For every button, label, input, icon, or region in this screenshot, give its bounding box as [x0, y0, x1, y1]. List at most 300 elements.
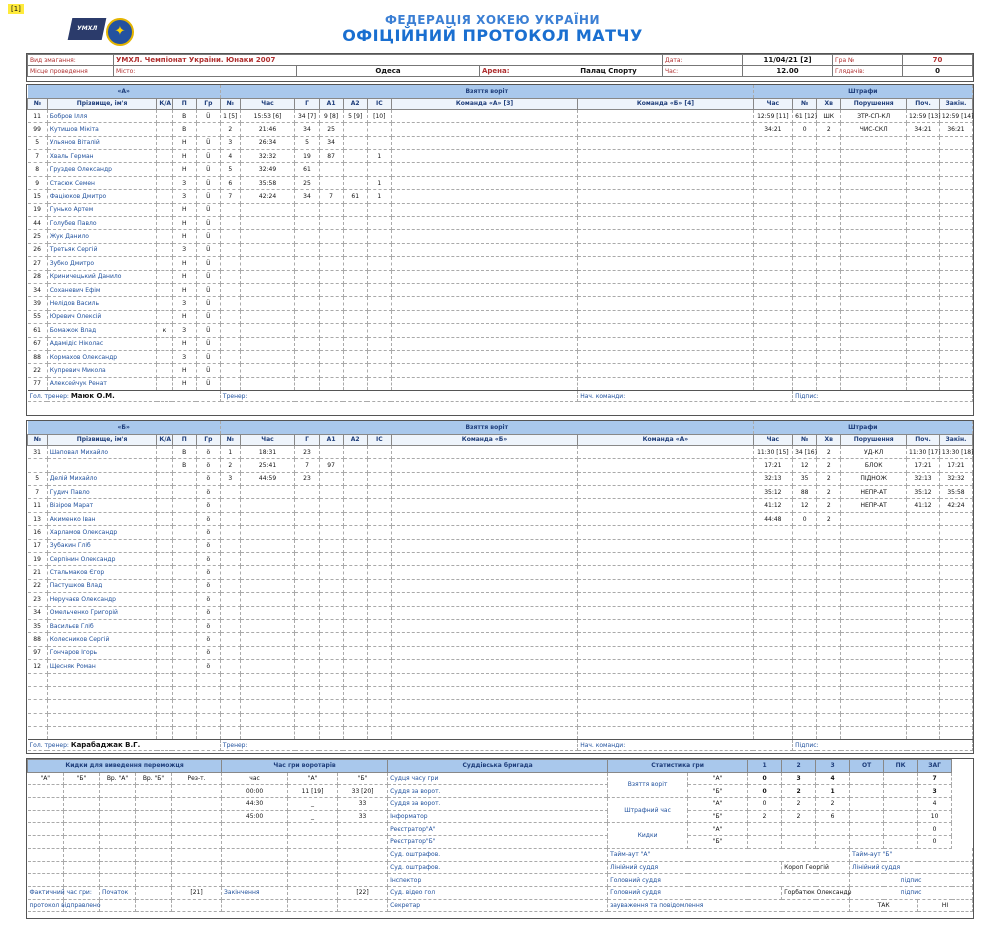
penalty-cell [753, 727, 792, 740]
player-cell [157, 350, 172, 363]
penalty-cell [817, 163, 841, 176]
shots-cell: "А" [28, 772, 64, 785]
penalty-cell [817, 713, 841, 726]
player-cell [172, 553, 196, 566]
goal-cell [295, 310, 319, 323]
goal-empty-cell [391, 512, 577, 525]
goal-cell: 1 [367, 176, 391, 189]
penalty-cell [907, 593, 940, 606]
goal-cell [367, 270, 391, 283]
stat-cell [884, 772, 918, 785]
goal-empty-cell [391, 203, 577, 216]
goal-empty-cell [391, 499, 577, 512]
penalty-cell [817, 700, 841, 713]
col-header-player: № [28, 434, 48, 445]
penalty-cell: 61 [12] [793, 109, 817, 122]
col-header-player: Гр [196, 434, 220, 445]
goal-cell [295, 297, 319, 310]
shots-cell: протокол відправлено [28, 899, 64, 912]
penalty-cell [841, 230, 907, 243]
player-cell: 88 [28, 350, 48, 363]
player-cell: Н [172, 257, 196, 270]
goal-cell: 6 [220, 176, 240, 189]
player-cell [28, 727, 48, 740]
goal-empty-cell [391, 283, 577, 296]
goal-empty-cell [578, 257, 753, 270]
period-header: 2 [782, 760, 816, 773]
arena-label: Арена: [482, 67, 510, 75]
table-row [28, 660, 973, 673]
stat-cell: "А" [688, 798, 748, 811]
player-cell: ö [196, 553, 220, 566]
player-cell: ö [196, 539, 220, 552]
goal-cell [343, 593, 367, 606]
goal-empty-cell [578, 270, 753, 283]
shots-cell [100, 798, 136, 811]
goal-cell [343, 633, 367, 646]
player-cell [47, 713, 157, 726]
stat-cell: "Б" [688, 810, 748, 823]
penalty-cell [817, 673, 841, 686]
penalty-cell [907, 553, 940, 566]
goal-cell [367, 606, 391, 619]
penalty-cell: 34:21 [753, 123, 792, 136]
penalty-cell [907, 673, 940, 686]
main-ref2-name: Горбатюк Олександр [782, 886, 850, 899]
penalty-cell [841, 243, 907, 256]
penalty-cell [939, 727, 972, 740]
shots-cell [28, 823, 64, 836]
player-cell: Н [172, 217, 196, 230]
goalie-time-cell [288, 874, 338, 887]
player-cell: Стальмаков Єгор [47, 566, 157, 579]
stat-cell [850, 836, 884, 849]
penalty-cell [817, 633, 841, 646]
goal-cell [367, 257, 391, 270]
goal-cell [240, 324, 295, 337]
penalty-cell [793, 176, 817, 189]
goal-cell: 32:32 [240, 150, 295, 163]
shots-cell [64, 810, 100, 823]
player-cell [157, 472, 172, 485]
player-cell: Нелідов Василь [47, 297, 157, 310]
stat-cell [748, 836, 782, 849]
shots-cell [136, 785, 172, 798]
player-cell [157, 377, 172, 390]
player-cell: Ü [196, 257, 220, 270]
player-cell: Гудич Павло [47, 486, 157, 499]
penalty-cell [817, 646, 841, 659]
period-header: ПК [884, 760, 918, 773]
goal-empty-cell [578, 445, 753, 458]
goal-cell: 2 [220, 459, 240, 472]
player-cell: ö [196, 566, 220, 579]
penalty-cell [817, 606, 841, 619]
player-cell [157, 217, 172, 230]
head-coach [28, 740, 221, 751]
goal-cell [240, 203, 295, 216]
spectators-value: 0 [903, 66, 973, 77]
goal-cell: 5 [295, 136, 319, 149]
goal-cell [295, 539, 319, 552]
col-header-goal: А2 [343, 98, 367, 109]
stat-label: Штрафний час [608, 798, 688, 823]
goal-cell [367, 203, 391, 216]
goal-cell [343, 713, 367, 726]
team_b-label: «Б» [28, 421, 221, 434]
penalty-cell [793, 593, 817, 606]
penalty-cell: 12:59 [11] [753, 109, 792, 122]
penalty-cell [841, 297, 907, 310]
player-cell [157, 283, 172, 296]
col-header-player: П [172, 434, 196, 445]
penalty-cell [907, 257, 940, 270]
penalty-cell [841, 136, 907, 149]
referee-role: Суддя за ворот. [388, 798, 608, 811]
penalty-cell [817, 526, 841, 539]
goal-cell: 3 [220, 136, 240, 149]
player-cell [172, 539, 196, 552]
goal-cell: 34 [319, 136, 343, 149]
penalty-cell [817, 203, 841, 216]
penalty-cell [753, 713, 792, 726]
player-cell [172, 512, 196, 525]
penalty-cell [939, 364, 972, 377]
penalty-cell [939, 660, 972, 673]
table-row [28, 297, 973, 310]
penalty-cell [793, 364, 817, 377]
goal-empty-cell [391, 109, 577, 122]
goal-cell [220, 337, 240, 350]
goalie-time-cell [288, 861, 338, 874]
goal-cell [240, 297, 295, 310]
table-row [28, 150, 973, 163]
goal-cell [343, 350, 367, 363]
shots-cell [100, 848, 136, 861]
stat-cell [850, 823, 884, 836]
player-cell [157, 257, 172, 270]
penalty-cell [939, 217, 972, 230]
player-cell: Жук Данило [47, 230, 157, 243]
penalty-cell [793, 203, 817, 216]
goal-empty-cell [391, 217, 577, 230]
goal-empty-cell [578, 593, 753, 606]
player-cell: З [172, 324, 196, 337]
player-cell [157, 539, 172, 552]
penalty-cell [939, 230, 972, 243]
goal-cell [319, 593, 343, 606]
stat-cell [884, 810, 918, 823]
penalty-cell: 34 [16] [793, 445, 817, 458]
goal-cell [367, 486, 391, 499]
player-cell: Н [172, 163, 196, 176]
player-cell: Криничецький Данило [47, 270, 157, 283]
goal-cell [220, 324, 240, 337]
player-cell [172, 579, 196, 592]
main-ref-sign: підпис [850, 874, 973, 887]
player-cell: 11 [28, 499, 48, 512]
shots-cell [64, 848, 100, 861]
penalty-cell [817, 579, 841, 592]
player-cell: 19 [28, 553, 48, 566]
penalty-cell: ЧИС-СКЛ [841, 123, 907, 136]
goal-cell [343, 499, 367, 512]
penalty-cell [841, 190, 907, 203]
penalty-cell [841, 217, 907, 230]
goal-empty-cell [578, 686, 753, 699]
player-cell: ö [196, 445, 220, 458]
city-label: Місто: [114, 66, 297, 77]
goal-cell [240, 270, 295, 283]
penalty-cell [793, 606, 817, 619]
penalty-cell: 32:32 [939, 472, 972, 485]
penalty-cell [793, 283, 817, 296]
goal-cell: 4 [220, 150, 240, 163]
goal-empty-cell [578, 230, 753, 243]
goal-cell [343, 579, 367, 592]
stat-cell [850, 772, 884, 785]
penalty-cell [793, 686, 817, 699]
goal-empty-cell [578, 337, 753, 350]
penalty-cell [907, 364, 940, 377]
player-cell: Візіров Марат [47, 499, 157, 512]
goal-cell [319, 297, 343, 310]
player-cell [157, 606, 172, 619]
goal-empty-cell [391, 445, 577, 458]
shots-cell [100, 810, 136, 823]
shots-cell [172, 848, 222, 861]
goal-empty-cell [391, 727, 577, 740]
player-cell: ö [196, 660, 220, 673]
penalty-cell [793, 713, 817, 726]
goal-empty-cell [578, 310, 753, 323]
goal-empty-cell [391, 324, 577, 337]
player-cell: 11 [28, 109, 48, 122]
shots-cell [172, 810, 222, 823]
penalty-cell [939, 297, 972, 310]
player-cell [157, 673, 172, 686]
player-cell: Н [172, 150, 196, 163]
col-header-player: Прізвище, ім'я [47, 434, 157, 445]
penalty-cell [753, 593, 792, 606]
table-row [28, 163, 973, 176]
penalty-cell [793, 270, 817, 283]
goal-cell [220, 377, 240, 390]
player-cell [172, 727, 196, 740]
trainer-label: Тренер: [220, 740, 577, 751]
player-cell: 27 [28, 257, 48, 270]
penalty-cell [939, 566, 972, 579]
goal-cell: 1 [220, 445, 240, 458]
penalty-cell [793, 297, 817, 310]
player-cell [157, 459, 172, 472]
goal-cell [220, 539, 240, 552]
penalty-cell: 32:13 [907, 472, 940, 485]
player-cell: 39 [28, 297, 48, 310]
player-cell: ö [196, 619, 220, 632]
goal-cell [319, 566, 343, 579]
penalty-cell [907, 633, 940, 646]
stat-cell: "А" [688, 823, 748, 836]
player-cell [47, 459, 157, 472]
goal-cell: 5 [9] [343, 109, 367, 122]
goal-empty-cell [391, 539, 577, 552]
shots-cell [100, 823, 136, 836]
goal-cell [240, 673, 295, 686]
penalty-cell [753, 136, 792, 149]
player-cell [172, 646, 196, 659]
shots-cell [64, 836, 100, 849]
referee-role: Суд. оштрафов. [388, 861, 608, 874]
penalty-cell: 41:12 [753, 499, 792, 512]
goal-cell: 35:58 [240, 176, 295, 189]
player-cell: Н [172, 203, 196, 216]
table-row [28, 109, 973, 122]
line-ref-name: Короп Георгій [782, 861, 850, 874]
player-cell: Ü [196, 243, 220, 256]
player-cell: Н [172, 230, 196, 243]
penalty-cell [907, 163, 940, 176]
goal-cell [319, 539, 343, 552]
player-cell [172, 700, 196, 713]
penalty-cell: 0 [793, 512, 817, 525]
stat-cell: 10 [918, 810, 952, 823]
corner-tag: [1] [8, 4, 24, 14]
goal-cell [240, 486, 295, 499]
goalie-time-cell [222, 848, 288, 861]
goal-cell [367, 660, 391, 673]
penalty-cell: 17:21 [753, 459, 792, 472]
goalie-time-title: Час гри воротарів [222, 760, 388, 773]
goal-cell [343, 257, 367, 270]
penalty-cell: 88 [793, 486, 817, 499]
goal-cell [343, 136, 367, 149]
goal-cell [367, 230, 391, 243]
goal-cell [295, 713, 319, 726]
player-cell: Гончаров Ігорь [47, 646, 157, 659]
penalty-cell [793, 163, 817, 176]
goal-cell [367, 337, 391, 350]
penalty-cell [817, 283, 841, 296]
goal-cell: 61 [295, 163, 319, 176]
goal-cell [295, 203, 319, 216]
player-cell: Адамідіс Ніколас [47, 337, 157, 350]
penalty-cell [907, 686, 940, 699]
penalty-cell [753, 539, 792, 552]
table-row [28, 526, 973, 539]
col-header-goal: А1 [319, 98, 343, 109]
goal-cell: 1 [367, 150, 391, 163]
goal-empty-cell [578, 566, 753, 579]
referee-role: Інформатор [388, 810, 608, 823]
penalty-cell: 35 [793, 472, 817, 485]
goal-cell [220, 727, 240, 740]
stat-cell: 3 [918, 785, 952, 798]
col-header-penalty: Поч. [907, 434, 940, 445]
table-row [28, 579, 973, 592]
player-cell [172, 526, 196, 539]
goal-empty-cell [578, 727, 753, 740]
goals-title: Взяття воріт [220, 85, 753, 98]
penalty-cell [907, 190, 940, 203]
goal-cell [240, 713, 295, 726]
penalty-cell [793, 324, 817, 337]
shots-cell: Рез-т. [172, 772, 222, 785]
player-cell [157, 646, 172, 659]
player-cell [47, 673, 157, 686]
penalty-cell [841, 593, 907, 606]
penalty-cell [841, 377, 907, 390]
col-header-penalty: № [793, 434, 817, 445]
goal-cell [367, 579, 391, 592]
penalty-cell [841, 257, 907, 270]
goal-cell [319, 526, 343, 539]
goalie-time-cell [338, 874, 388, 887]
penalty-cell: 11:30 [17] [907, 445, 940, 458]
goal-empty-cell [391, 606, 577, 619]
player-cell: Зубко Дмитро [47, 257, 157, 270]
penalty-cell [841, 727, 907, 740]
goal-cell [295, 350, 319, 363]
match-info [26, 53, 974, 82]
referee-role: Секретар [388, 899, 608, 912]
player-cell: Стасюк Семен [47, 176, 157, 189]
goal-cell [319, 606, 343, 619]
penalty-cell [907, 512, 940, 525]
penalty-cell [817, 136, 841, 149]
penalty-cell [817, 660, 841, 673]
goal-cell [295, 486, 319, 499]
stat-cell [884, 798, 918, 811]
penalty-cell [753, 566, 792, 579]
goalie-time-cell [338, 861, 388, 874]
penalty-cell [939, 377, 972, 390]
referee-role: Інспектор [388, 874, 608, 887]
player-cell: З [172, 190, 196, 203]
shots-cell: Вр. "А" [100, 772, 136, 785]
goalie-time-cell [338, 848, 388, 861]
player-cell [157, 109, 172, 122]
player-cell: 7 [28, 150, 48, 163]
goal-cell [295, 499, 319, 512]
player-cell: Н [172, 377, 196, 390]
goal-cell: 21:46 [240, 123, 295, 136]
penalty-cell [817, 364, 841, 377]
goalie-time-cell [338, 899, 388, 912]
player-cell: Пастушков Влад [47, 579, 157, 592]
table-row [28, 713, 973, 726]
goal-cell [240, 377, 295, 390]
goal-cell [367, 310, 391, 323]
stat-cell: 2 [782, 785, 816, 798]
goal-cell: 19 [295, 150, 319, 163]
goal-cell: 2 [220, 123, 240, 136]
goalie-time-cell [222, 823, 288, 836]
player-cell [157, 445, 172, 458]
goal-cell [367, 673, 391, 686]
penalty-cell: 2 [817, 499, 841, 512]
table-row [28, 606, 973, 619]
player-cell: Соханевич Ефім [47, 283, 157, 296]
penalty-cell [939, 539, 972, 552]
penalty-cell [793, 150, 817, 163]
goal-cell [367, 472, 391, 485]
player-cell [157, 686, 172, 699]
goal-cell [319, 364, 343, 377]
goal-cell [295, 553, 319, 566]
player-cell [172, 472, 196, 485]
player-cell: Делій Михайло [47, 472, 157, 485]
